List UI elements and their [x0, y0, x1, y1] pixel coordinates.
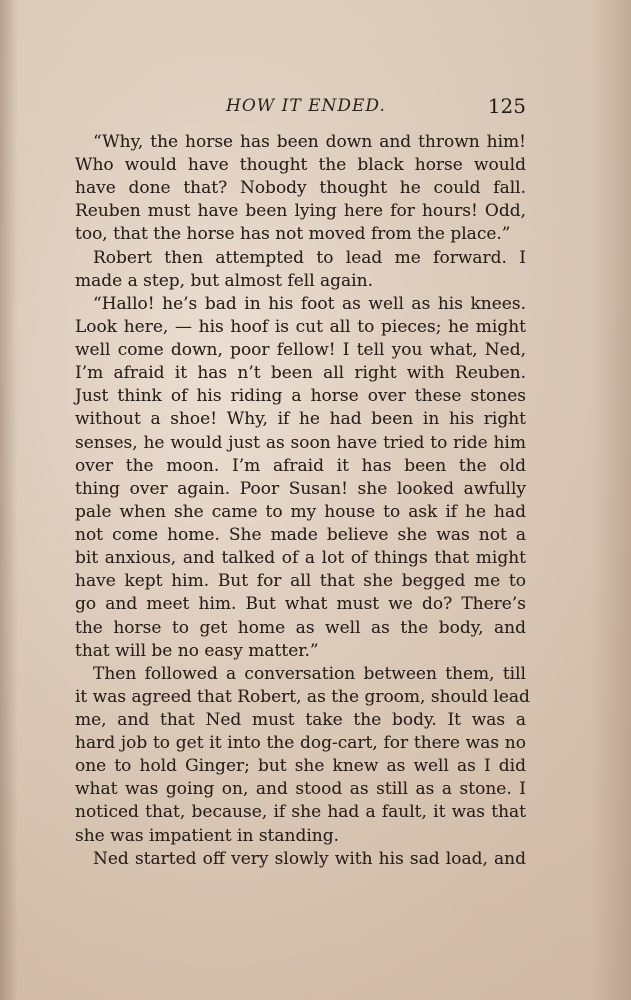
- page-edge-shadow: [591, 0, 631, 1000]
- text-line: made a step, but almost fell again.: [75, 270, 373, 291]
- text-line: go and meet him. But what must we do? There’s: [75, 594, 526, 615]
- text-line: over the moon. I’m afraid it has been the old: [75, 455, 526, 476]
- page-number: 125: [487, 94, 526, 118]
- text-line: noticed that, because, if she had a fault, it was that: [75, 802, 526, 823]
- text-line: Ned started off very slowly with his sad load, and: [93, 848, 526, 869]
- text-line: too, that the horse has not moved from the place.”: [75, 224, 511, 245]
- text-line: without a shoe! Why, if he had been in his right: [75, 409, 526, 430]
- text-line: thing over again. Poor Susan! she looked awfully: [75, 478, 526, 499]
- text-line: that will be no easy matter.”: [75, 640, 319, 661]
- text-line: Robert then attempted to lead me forward. I: [93, 247, 526, 268]
- text-line: senses, he would just as soon have tried to ride him: [75, 432, 526, 453]
- text-line: have kept him. But for all that she begged me to: [75, 571, 526, 592]
- page-body-text: [75, 131, 530, 871]
- text-line: Look here, — his hoof is cut all to pieces; he might: [75, 316, 526, 337]
- text-line: Then followed a conversation between them, till: [93, 663, 526, 684]
- text-line: what was going on, and stood as still as a stone. I: [75, 779, 526, 800]
- text-line: Reuben must have been lying here for hours! Odd,: [75, 201, 526, 222]
- text-line: “Hallo! he’s bad in his foot as well as his knees.: [93, 293, 526, 314]
- text-line: “Why, the horse has been down and thrown him!: [93, 132, 526, 152]
- text-line: bit anxious, and talked of a lot of things that might: [75, 548, 526, 569]
- text-line: it was agreed that Robert, as the groom, should lead: [75, 686, 530, 707]
- text-line: I’m afraid it has n’t been all right with Reuben.: [75, 363, 526, 384]
- text-line: pale when she came to my house to ask if he had: [75, 501, 526, 522]
- page-binding-shadow: [0, 0, 18, 1000]
- page-header: [76, 93, 526, 119]
- text-line: Who would have thought the black horse would: [75, 155, 526, 176]
- text-line: me, and that Ned must take the body. It was a: [75, 710, 526, 730]
- text-line: the horse to get home as well as the body, and: [75, 617, 526, 638]
- text-line: she was impatient in standing.: [75, 825, 340, 846]
- text-line: one to hold Ginger; but she knew as well as I did: [75, 756, 526, 777]
- text-line: well come down, poor fellow! I tell you what, Ned,: [75, 340, 526, 361]
- text-line: Just think of his riding a horse over these stones: [75, 386, 526, 407]
- text-line: not come home. She made believe she was not a: [75, 525, 526, 546]
- text-line: hard job to get it into the dog-cart, for there was no: [75, 733, 526, 754]
- text-line: have done that? Nobody thought he could fall.: [75, 178, 526, 199]
- running-head: HOW IT ENDED.: [226, 96, 386, 116]
